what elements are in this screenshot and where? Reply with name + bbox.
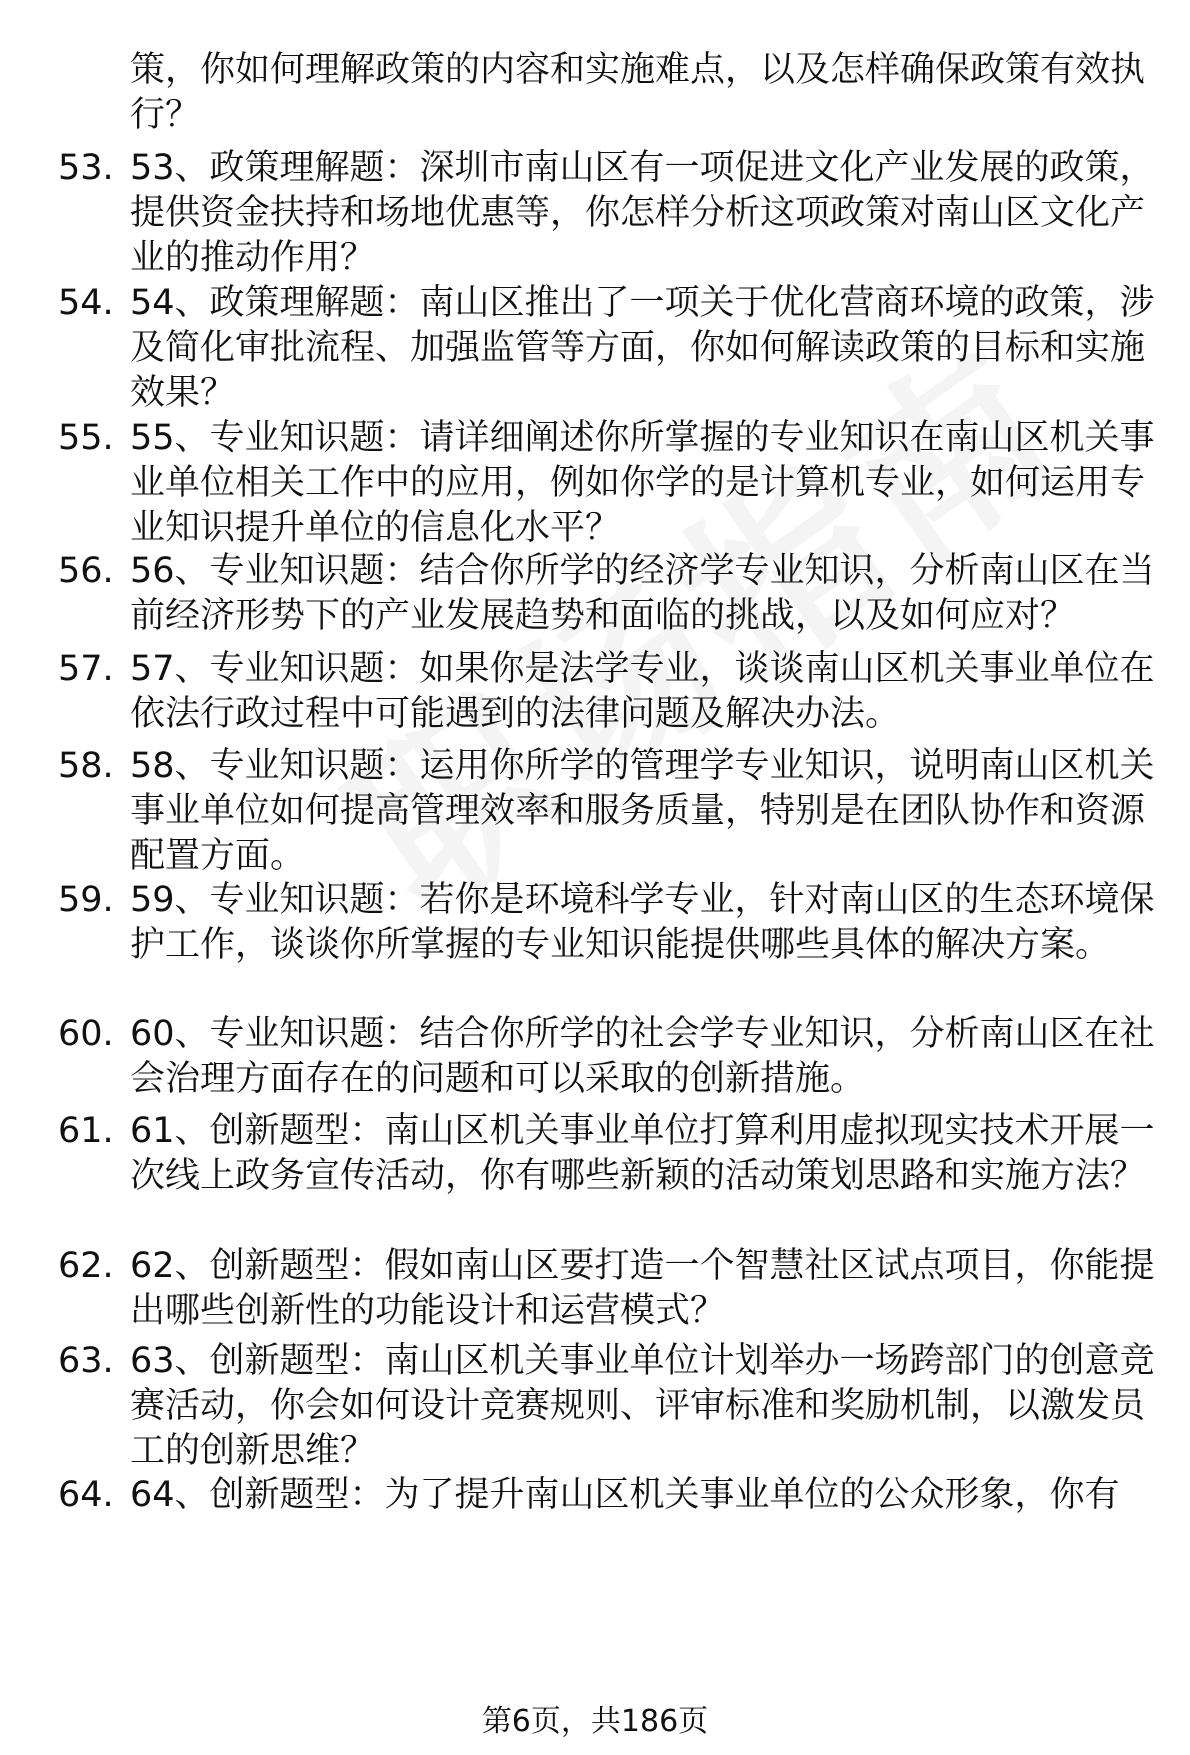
item-text: 57、专业知识题：如果你是法学专业，谈谈南山区机关事业单位在依法行政过程中可能遇到的法律问题及解决办法。 bbox=[130, 649, 1155, 734]
item-number: 61. bbox=[58, 1111, 114, 1151]
item-text: 58、专业知识题：运用你所学的管理学专业知识，说明南山区机关事业单位如何提高管理效率和服务质量，特别是在团队协作和资源配置方面。 bbox=[130, 746, 1155, 876]
item-number: 63. bbox=[58, 1341, 114, 1381]
item-number: 54. bbox=[58, 283, 114, 323]
item-number: 56. bbox=[58, 551, 114, 591]
item-text: 63、创新题型：南山区机关事业单位计划举办一场跨部门的创意竞赛活动，你会如何设计竞赛规则、评审标准和奖励机制，以激发员工的创新思维？ bbox=[130, 1341, 1155, 1471]
item-text: 56、专业知识题：结合你所学的经济学专业知识，分析南山区在当前经济形势下的产业发展趋势和面临的挑战，以及如何应对？ bbox=[130, 551, 1155, 636]
item-text: 54、政策理解题：南山区推出了一项关于优化营商环境的政策，涉及简化审批流程、加强监管等方面，你如何解读政策的目标和实施效果？ bbox=[130, 283, 1155, 413]
item-number: 55. bbox=[58, 418, 114, 458]
item-text: 59、专业知识题：若你是环境科学专业，针对南山区的生态环境保护工作，谈谈你所掌握的专业知识能提供哪些具体的解决方案。 bbox=[130, 880, 1155, 965]
item-number: 64. bbox=[58, 1475, 114, 1515]
item-number: 60. bbox=[58, 1014, 114, 1054]
item-number: 53. bbox=[58, 148, 114, 188]
item-text: 60、专业知识题：结合你所学的社会学专业知识，分析南山区在社会治理方面存在的问题和可以采取的创新措施。 bbox=[130, 1014, 1155, 1099]
item-text: 53、政策理解题：深圳市南山区有一项促进文化产业发展的政策，提供资金扶持和场地优惠等，你怎样分析这项政策对南山区文化产业的推动作用？ bbox=[130, 148, 1155, 278]
item-text: 61、创新题型：南山区机关事业单位打算利用虚拟现实技术开展一次线上政务宣传活动，你有哪些新颖的活动策划思路和实施方法？ bbox=[130, 1111, 1155, 1196]
item-number: 57. bbox=[58, 649, 114, 689]
item-text: 62、创新题型：假如南山区要打造一个智慧社区试点项目，你能提出哪些创新性的功能设计和运营模式？ bbox=[130, 1246, 1155, 1331]
page-footer: 第6页，共186页 bbox=[481, 1704, 709, 1739]
item-text: 55、专业知识题：请详细阐述你所掌握的专业知识在南山区机关事业单位相关工作中的应用，例如你学的是计算机专业，如何运用专业知识提升单位的信息化水平？ bbox=[130, 418, 1155, 548]
item-number: 59. bbox=[58, 880, 114, 920]
item-number: 62. bbox=[58, 1246, 114, 1286]
continuation-text: 策，你如何理解政策的内容和实施难点，以及怎样确保政策有效执行？ bbox=[130, 50, 1146, 135]
item-number: 58. bbox=[58, 746, 114, 786]
item-text: 64、创新题型：为了提升南山区机关事业单位的公众形象，你有 bbox=[130, 1475, 1120, 1515]
